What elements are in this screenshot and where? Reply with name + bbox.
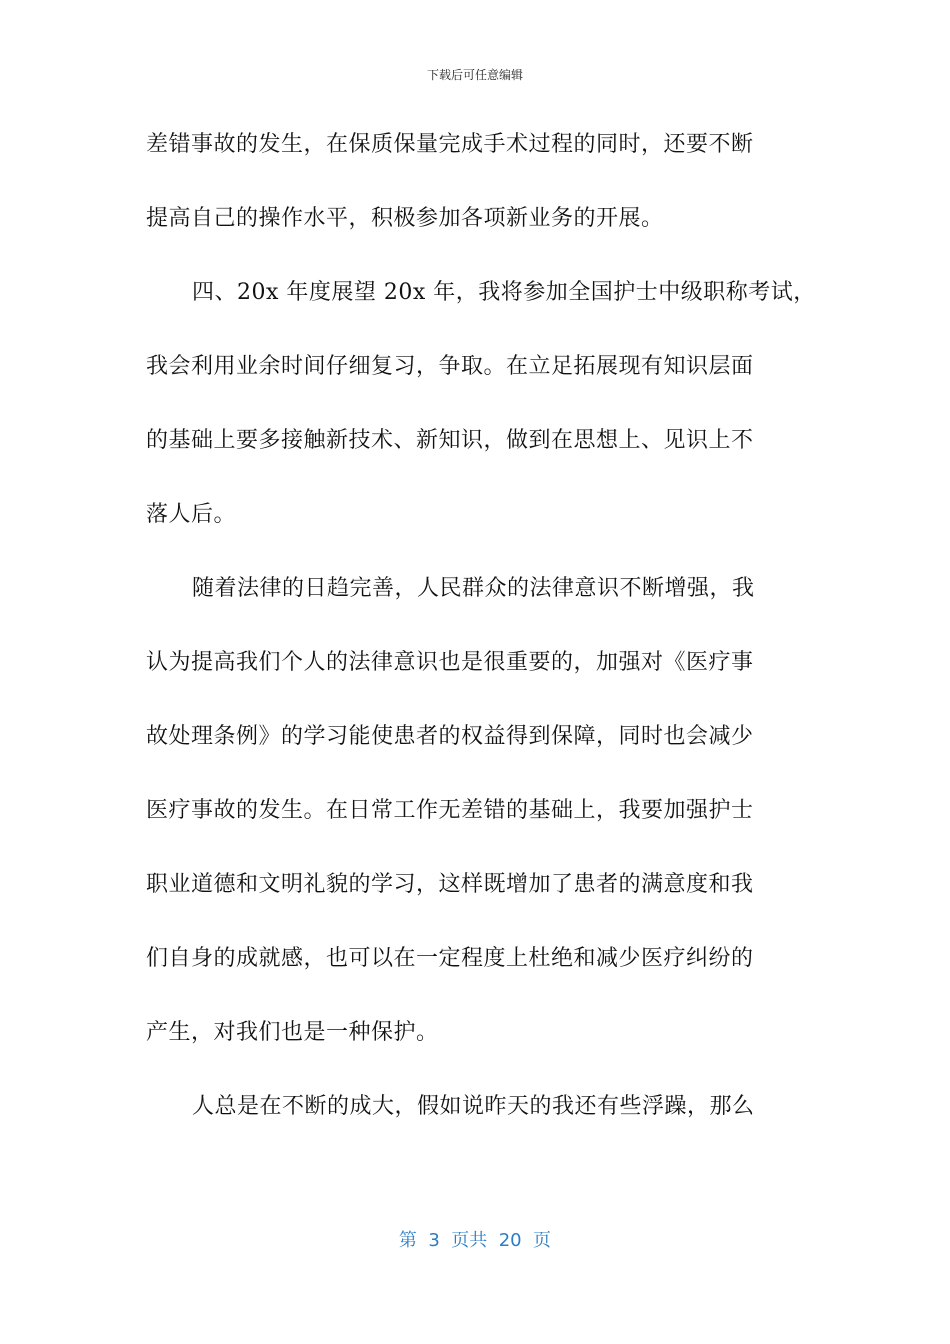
text-line: 提高自己的操作水平，积极参加各项新业务的开展。 (146, 206, 664, 231)
paragraph-start-line: 随着法律的日趋完善，人民群众的法律意识不断增强，我 (192, 576, 755, 601)
document-body (146, 126, 816, 1162)
page-header: 下载后可任意编辑 (426, 68, 523, 82)
text-line: 的基础上要多接触新技术、新知识，做到在思想上、见识上不 (146, 428, 754, 453)
text-line: 我会利用业余时间仔细复习，争取。在立足拓展现有知识层面 (146, 354, 754, 379)
page-number-footer: 第 3 页共 20 页 (398, 1230, 552, 1251)
paragraph-start-line: 四、20x 年度展望 20x 年，我将参加全国护士中级职称考试， (192, 280, 816, 305)
text-line: 差错事故的发生，在保质保量完成手术过程的同时，还要不断 (146, 132, 754, 157)
text-line: 产生，对我们也是一种保护。 (146, 1020, 439, 1045)
text-line: 医疗事故的发生。在日常工作无差错的基础上，我要加强护士 (146, 798, 754, 823)
text-line: 认为提高我们个人的法律意识也是很重要的，加强对《医疗事 (146, 650, 754, 675)
paragraph-start-line: 人总是在不断的成大，假如说昨天的我还有些浮躁，那么 (192, 1094, 755, 1119)
text-line: 们自身的成就感，也可以在一定程度上杜绝和减少医疗纠纷的 (146, 946, 754, 971)
text-line: 职业道德和文明礼貌的学习，这样既增加了患者的满意度和我 (146, 872, 754, 897)
text-line: 落人后。 (146, 502, 237, 527)
text-line: 故处理条例》的学习能使患者的权益得到保障，同时也会减少 (146, 724, 754, 749)
